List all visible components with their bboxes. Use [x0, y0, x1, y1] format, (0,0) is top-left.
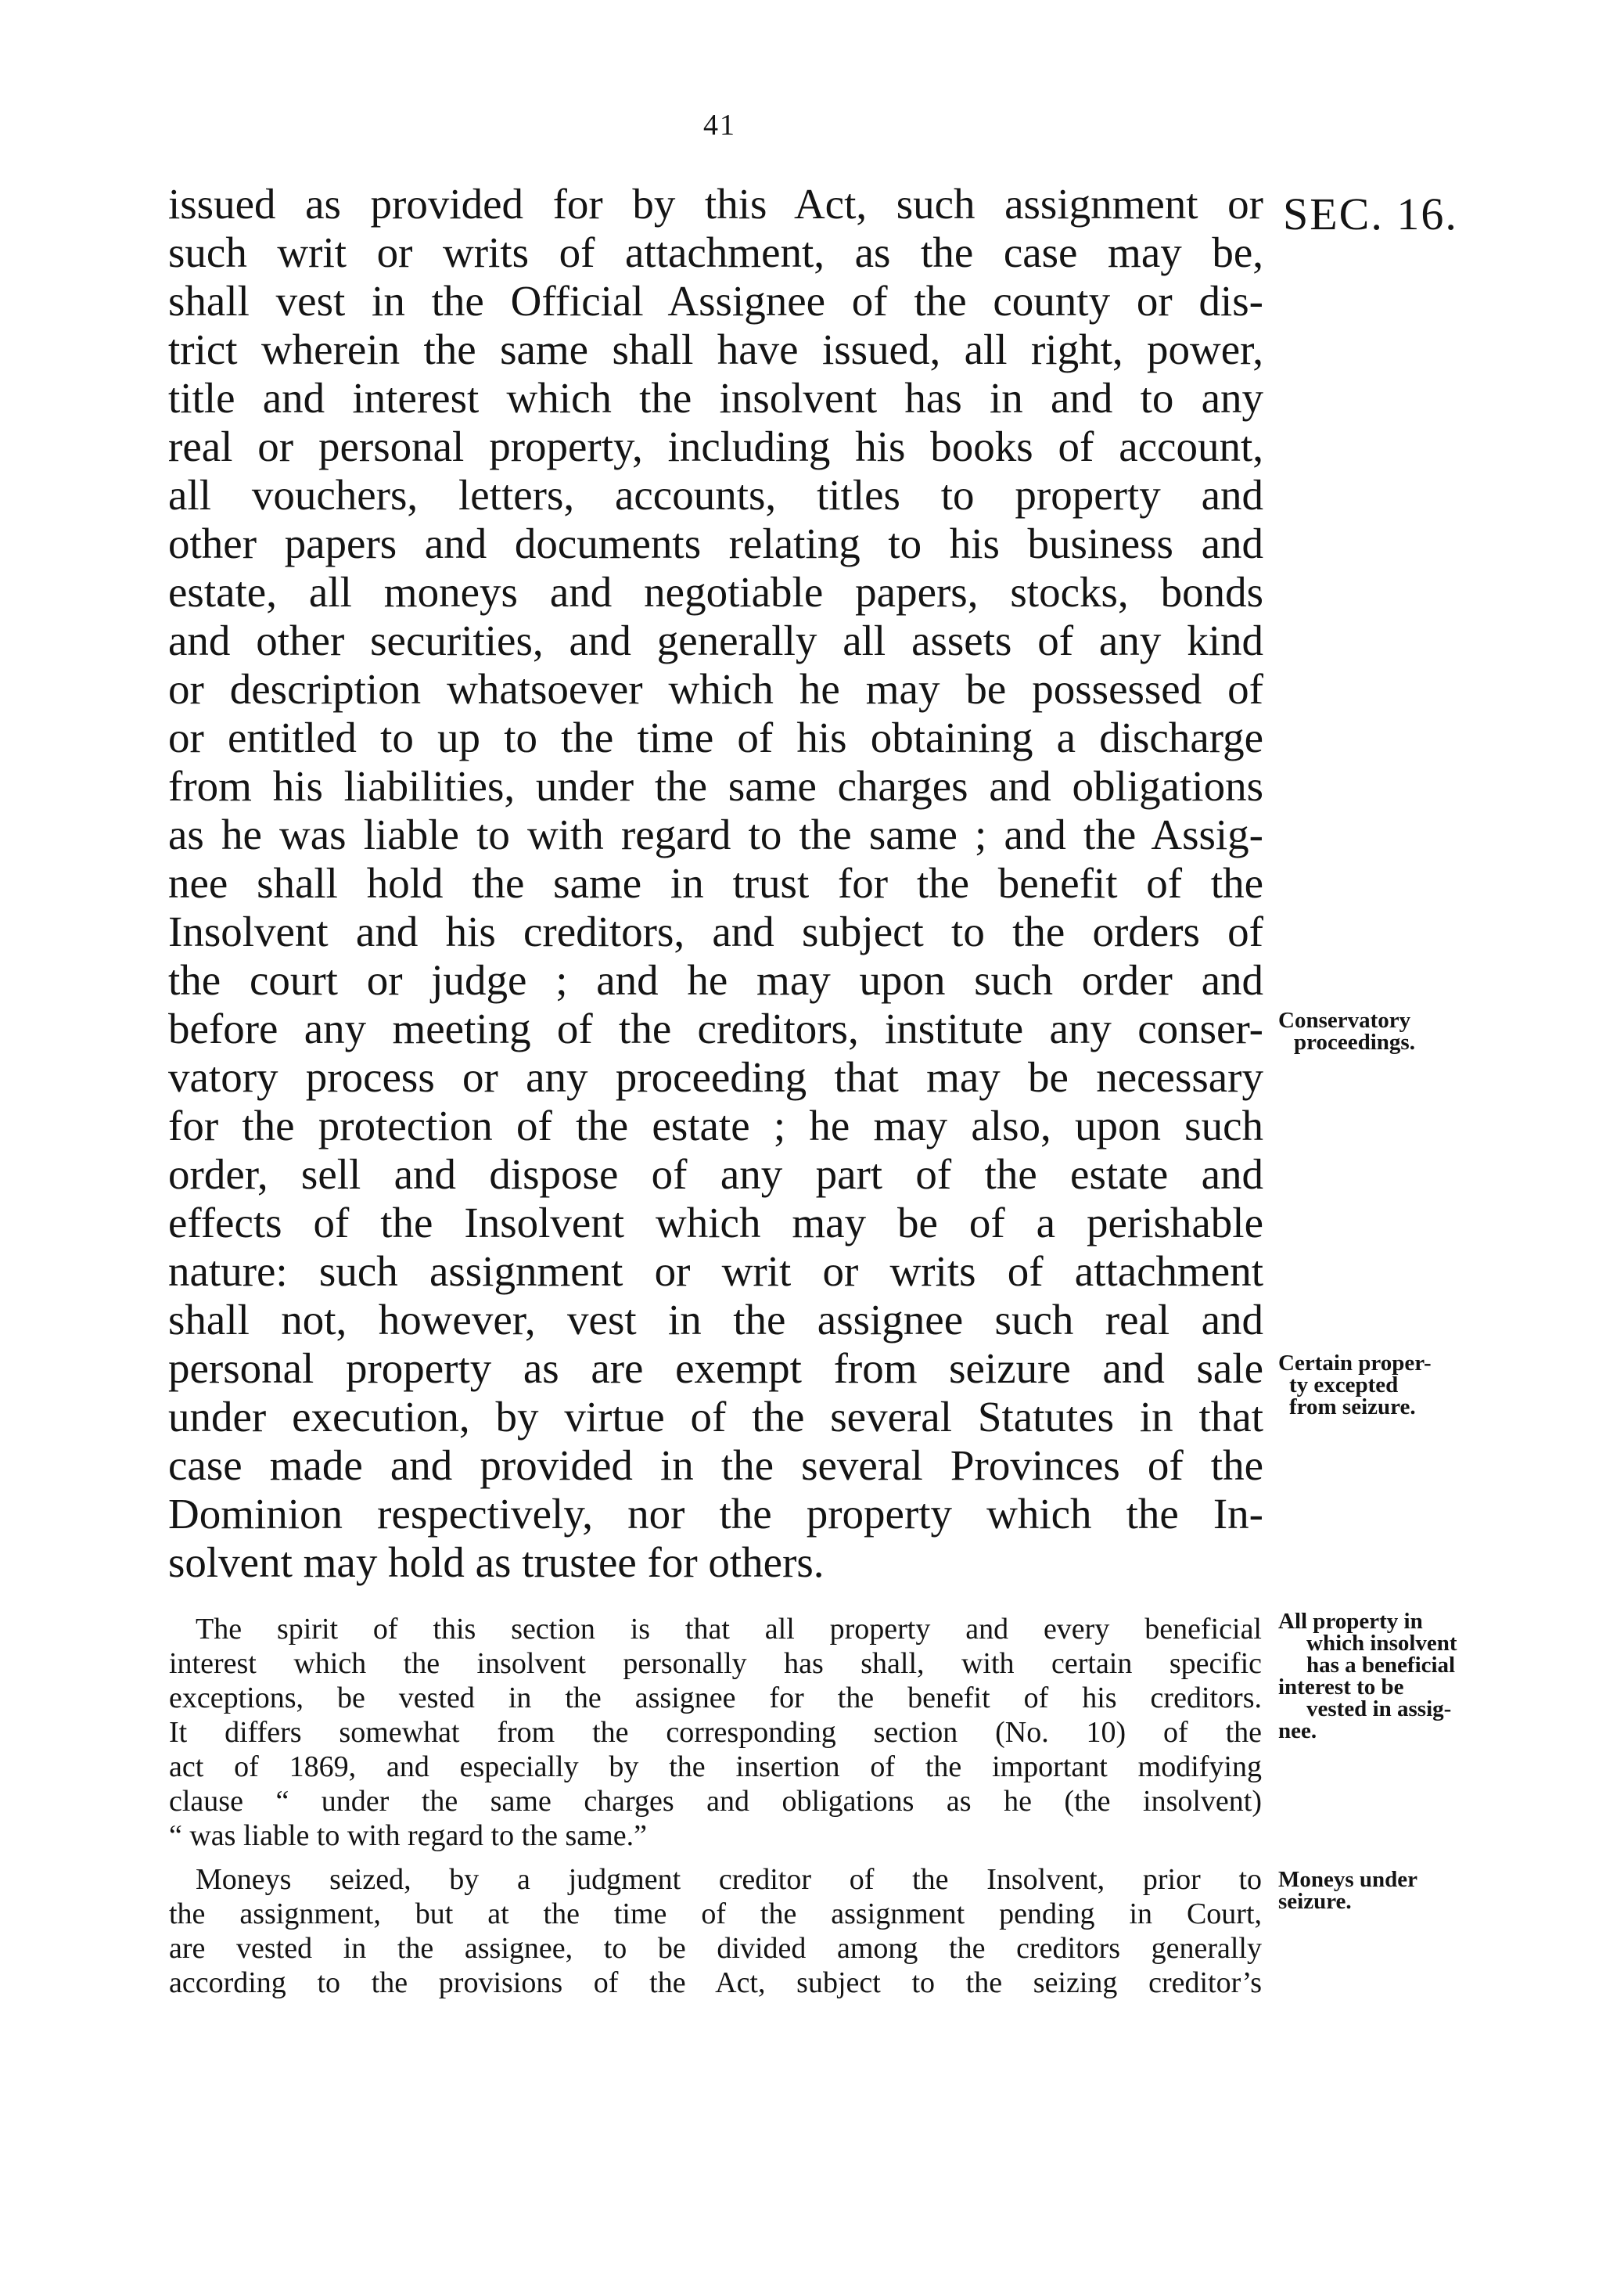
commentary-line: clause “ under the same charges and obligations as he (the insolvent) — [169, 1785, 1262, 1818]
statute-line: shall vest in the Official Assignee of the county or dis- — [168, 277, 1263, 325]
statute-line: order, sell and dispose of any part of the estate and — [168, 1150, 1263, 1198]
commentary-line: “ was liable to with regard to the same.” — [169, 1819, 647, 1852]
commentary-line: according to the provisions of the Act, subject to the seizing creditor’s — [169, 1966, 1262, 1999]
section-label: SEC. 16. — [1283, 189, 1458, 239]
commentary-line: act of 1869, and especially by the insertion of the important modifying — [169, 1750, 1262, 1783]
statute-line: or entitled to up to the time of his obtaining a discharge — [168, 714, 1263, 761]
statute-line: before any meeting of the creditors, institute any conser- — [168, 1005, 1263, 1052]
statute-line: and other securities, and generally all assets of any kind — [168, 617, 1263, 664]
statute-line: case made and provided in the several Provinces of the — [168, 1441, 1263, 1489]
commentary-line: exceptions, be vested in the assignee for the benefit of his creditors. — [169, 1682, 1262, 1714]
statute-line: nee shall hold the same in trust for the benefit of the — [168, 859, 1263, 907]
statute-line: other papers and documents relating to his business and — [168, 520, 1263, 567]
margin-note-line: ty excepted — [1289, 1372, 1399, 1397]
statute-line: shall not, however, vest in the assignee such real and — [168, 1296, 1263, 1344]
margin-note-line: Moneys under — [1278, 1867, 1418, 1892]
statute-line: under execution, by virtue of the several Statutes in that — [168, 1393, 1263, 1441]
statute-line: such writ or writs of attachment, as the case may be, — [168, 228, 1263, 276]
margin-note-moneys-under-seizure — [1278, 1869, 1417, 1912]
statute-line: nature: such assignment or writ or writs of attachment — [168, 1247, 1263, 1295]
commentary-line: Moneys seized, by a judgment creditor of the Insolvent, prior to — [196, 1863, 1262, 1896]
statute-line: the court or judge ; and he may upon such order and — [168, 956, 1263, 1004]
margin-note-line: nee. — [1278, 1718, 1317, 1743]
margin-note-line: which insolvent — [1306, 1631, 1457, 1656]
margin-note-line: proceedings. — [1294, 1030, 1415, 1055]
margin-note-line: All property in — [1278, 1609, 1423, 1634]
statute-line: effects of the Insolvent which may be of a perishable — [168, 1199, 1263, 1246]
statute-line: issued as provided for by this Act, such assignment or — [168, 180, 1263, 228]
commentary-line: are vested in the assignee, to be divided among the creditors generally — [169, 1932, 1262, 1965]
commentary-line: the assignment, but at the time of the assignment pending in Court, — [169, 1898, 1262, 1930]
commentary-line: The spirit of this section is that all property and every beneficial — [196, 1613, 1262, 1646]
statute-line: real or personal property, including his books of account, — [168, 423, 1263, 470]
margin-note-line: interest to be — [1278, 1674, 1404, 1700]
statute-line: estate, all moneys and negotiable papers, stocks, bonds — [168, 568, 1263, 616]
statute-line: or description whatsoever which he may be possessed of — [168, 665, 1263, 713]
statute-line: as he was liable to with regard to the same ; and the Assig- — [168, 811, 1263, 858]
margin-note-line: seizure. — [1278, 1889, 1352, 1914]
statute-line: all vouchers, letters, accounts, titles to property and — [168, 471, 1263, 519]
statute-line: trict wherein the same shall have issued, all right, power, — [168, 326, 1263, 373]
margin-note-line: Conservatory — [1278, 1008, 1411, 1033]
statute-line: for the protection of the estate ; he may also, upon such — [168, 1102, 1263, 1149]
statute-line: personal property as are exempt from seizure and sale — [168, 1344, 1263, 1392]
margin-note-all-property — [1278, 1610, 1457, 1742]
statute-line: from his liabilities, under the same charges and obligations — [168, 762, 1263, 810]
margin-note-line: from seizure. — [1289, 1394, 1416, 1419]
margin-note-exempt-property — [1278, 1352, 1432, 1418]
statute-line: Dominion respectively, nor the property which the In- — [168, 1490, 1263, 1538]
page-number: 41 — [703, 109, 736, 142]
statute-line: Insolvent and his creditors, and subject to the orders of — [168, 908, 1263, 955]
statute-line: title and interest which the insolvent has in and to any — [168, 374, 1263, 422]
margin-note-line: has a beneficial — [1306, 1653, 1456, 1678]
margin-note-line: Certain proper- — [1278, 1351, 1432, 1376]
statute-line: vatory process or any proceeding that may be necessary — [168, 1053, 1263, 1101]
margin-note-conservatory-proceedings — [1278, 1009, 1415, 1053]
statute-line: solvent may hold as trustee for others. — [168, 1538, 825, 1586]
margin-note-line: vested in assig- — [1306, 1696, 1452, 1721]
commentary-line: interest which the insolvent personally has shall, with certain specific — [169, 1647, 1262, 1680]
commentary-line: It differs somewhat from the corresponding section (No. 10) of the — [169, 1716, 1262, 1749]
